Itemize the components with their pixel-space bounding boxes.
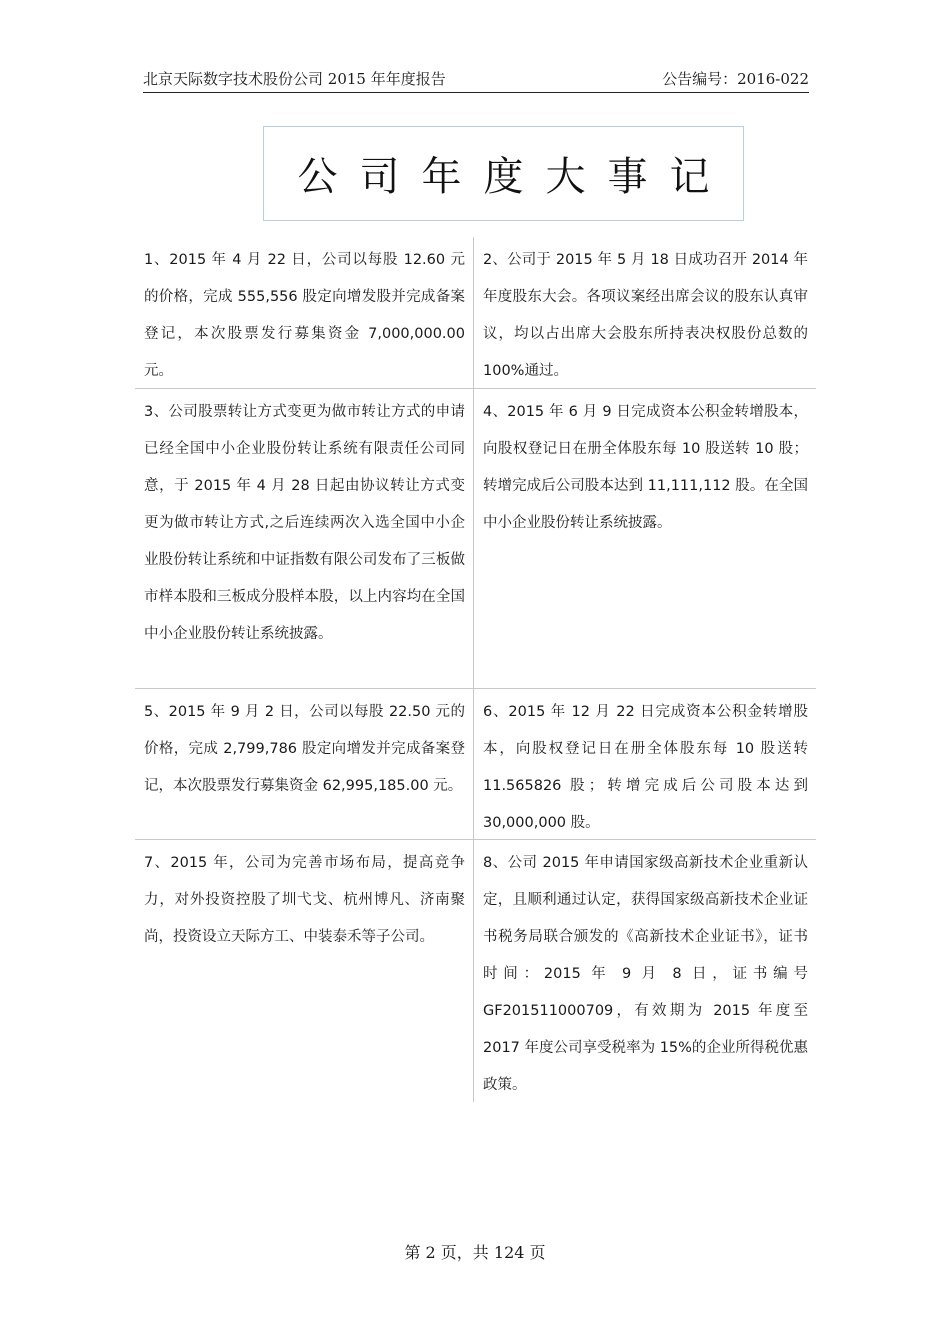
table-row (135, 840, 816, 1102)
event-cell: 3、公司股票转让方式变更为做市转让方式的申请已经全国中小企业股份转让系统有限责任公司同意，于 2015 年 4 月 28 日起由协议转让方式变更为做市转让方式,之后连续两次入选全国中小企业股份转让系统和中证指数有限公司发布了三板做市样本股和三板成分股样本股，以上内容均在全国中小企业股份转让系统披露。 (135, 389, 474, 688)
event-cell: 7、2015 年，公司为完善市场布局，提高竞争力，对外投资控股了圳弋戈、杭州博凡、济南聚尚，投资设立天际方工、中装泰禾等子公司。 (135, 840, 474, 1102)
event-cell: 6、2015 年 12 月 22 日完成资本公积金转增股本，向股权登记日在册全体股东每 10 股送转 11.565826 股；转增完成后公司股本达到 30,000,000 股。 (483, 704, 808, 831)
events-table (135, 237, 816, 1102)
page-header (143, 66, 809, 93)
event-cell: 8、公司 2015 年申请国家级高新技术企业重新认定，且顺利通过认定，获得国家级高新技术企业证书税务局联合颁发的《高新技术企业证书》，证书时间：2015 年 9 月 8 日，证书编号 GF201511000709，有效期为 2015 年度至 2017 年度公司享受税率为 15%的企业所得税优惠政策。 (483, 855, 808, 1093)
event-cell: 4、2015 年 6 月 9 日完成资本公积金转增股本，向股权登记日在册全体股东每 10 股送转 10 股；转增完成后公司股本达到 11,111,112 股。在全国中小企业股份转让系统披露。 (483, 404, 808, 531)
header-announcement-number: 公告编号：2016-022 (662, 70, 809, 88)
table-row (135, 389, 816, 689)
table-row (135, 237, 816, 389)
event-cell: 5、2015 年 9 月 2 日，公司以每股 22.50 元的价格，完成 2,799,786 股定向增发并完成备案登记，本次股票发行募集资金 62,995,185.00 元。 (135, 689, 474, 839)
event-cell: 2、公司于 2015 年 5 月 18 日成功召开 2014 年年度股东大会。各项议案经出席会议的股东认真审议，均以占出席大会股东所持表决权股份总数的 100%通过。 (483, 252, 808, 379)
section-title-box (263, 126, 744, 221)
page-number: 第 2 页，共 124 页 (404, 1243, 546, 1262)
section-title: 公司年度大事记 (297, 154, 732, 200)
event-cell: 1、2015 年 4 月 22 日，公司以每股 12.60 元的价格，完成 555,556 股定向增发股并完成备案登记，本次股票发行募集资金 7,000,000.00 元。 (135, 237, 474, 388)
table-row (135, 689, 816, 840)
header-report-title: 北京天际数字技术股份公司 2015 年年度报告 (143, 70, 446, 88)
